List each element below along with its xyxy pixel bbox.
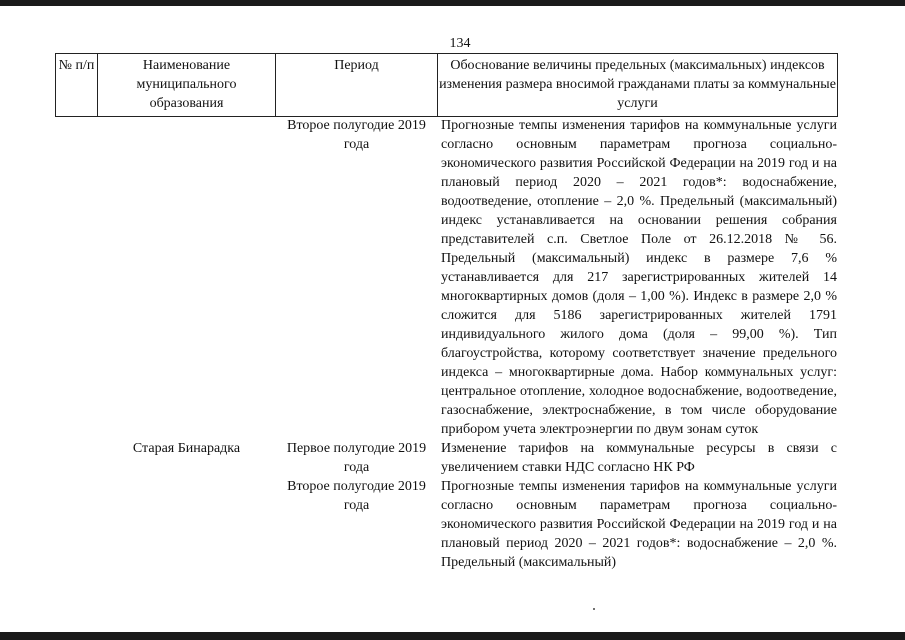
- top-border: [0, 0, 905, 6]
- basis-text: Изменение тарифов на коммунальные ресурсы в связи с увеличением ставки НДС согласно НК РФ: [441, 441, 837, 475]
- basis-text: Прогнозные темпы изменения тарифов на коммунальные услуги согласно основным параметрам прогноза социально-экономического развития Российской Федерации на 2019 год и на плановый период 2020 – 2021 годов*: водоснабжение, водоотведение, отопление – 2,0 %. Предельный (максимальный) индекс устанавливается на основании решения собрания представителей с.п. Светлое Поле от 26.12.2018 № 56. Предельный (максимальный) индекс в размере 7,6 % устанавливается для 217 зарегистрированных жителей 14 многоквартирных домов (доля – 1,00 %). Индекс в размере 2,0 % сложится для 5186 зарегистрированных жителей 1791 индивидуального жилого дома (доля – 99,00 %). Тип благоустройства, которому соответствует значение предельного индекса – многоквартирные дома. Набор коммунальных услуг: центральное отопление, холодное водоснабжение, водоотведение, газоснабжение, электроснабжение, в том числе оборудование прибором учета электроэнергии по двум зонам суток: [441, 118, 837, 437]
- bottom-border: [0, 632, 905, 640]
- row-basis: [441, 477, 837, 572]
- page-number: 134: [449, 36, 471, 51]
- scan-speck: [593, 608, 595, 610]
- header-municipality: Наименование муниципального образования: [136, 58, 237, 111]
- header-number: № п/п: [58, 58, 95, 73]
- row-period: Второе полугодие 2019 года: [287, 118, 426, 152]
- row-basis: [441, 116, 837, 439]
- table-top-border: [55, 53, 838, 54]
- row-period: Первое полугодие 2019 года: [286, 441, 427, 475]
- basis-text: Прогнозные темпы изменения тарифов на коммунальные услуги согласно основным параметрам прогноза социально-экономического развития Российской Федерации на 2019 год и на плановый период 2020 – 2021 годов*: водоснабжение – 2,0 %. Предельный (максимальный): [441, 479, 837, 570]
- row-period: Второе полугодие 2019 года: [287, 479, 426, 513]
- header-basis: Обоснование величины предельных (максимальных) индексов изменения размера вносимой гражданами платы за коммунальные услуги: [439, 58, 836, 111]
- row-basis: [441, 439, 837, 477]
- row-municipality-name: Старая Бинарадка: [132, 441, 241, 456]
- column-divider: [837, 53, 838, 116]
- header-period: Период: [334, 58, 379, 73]
